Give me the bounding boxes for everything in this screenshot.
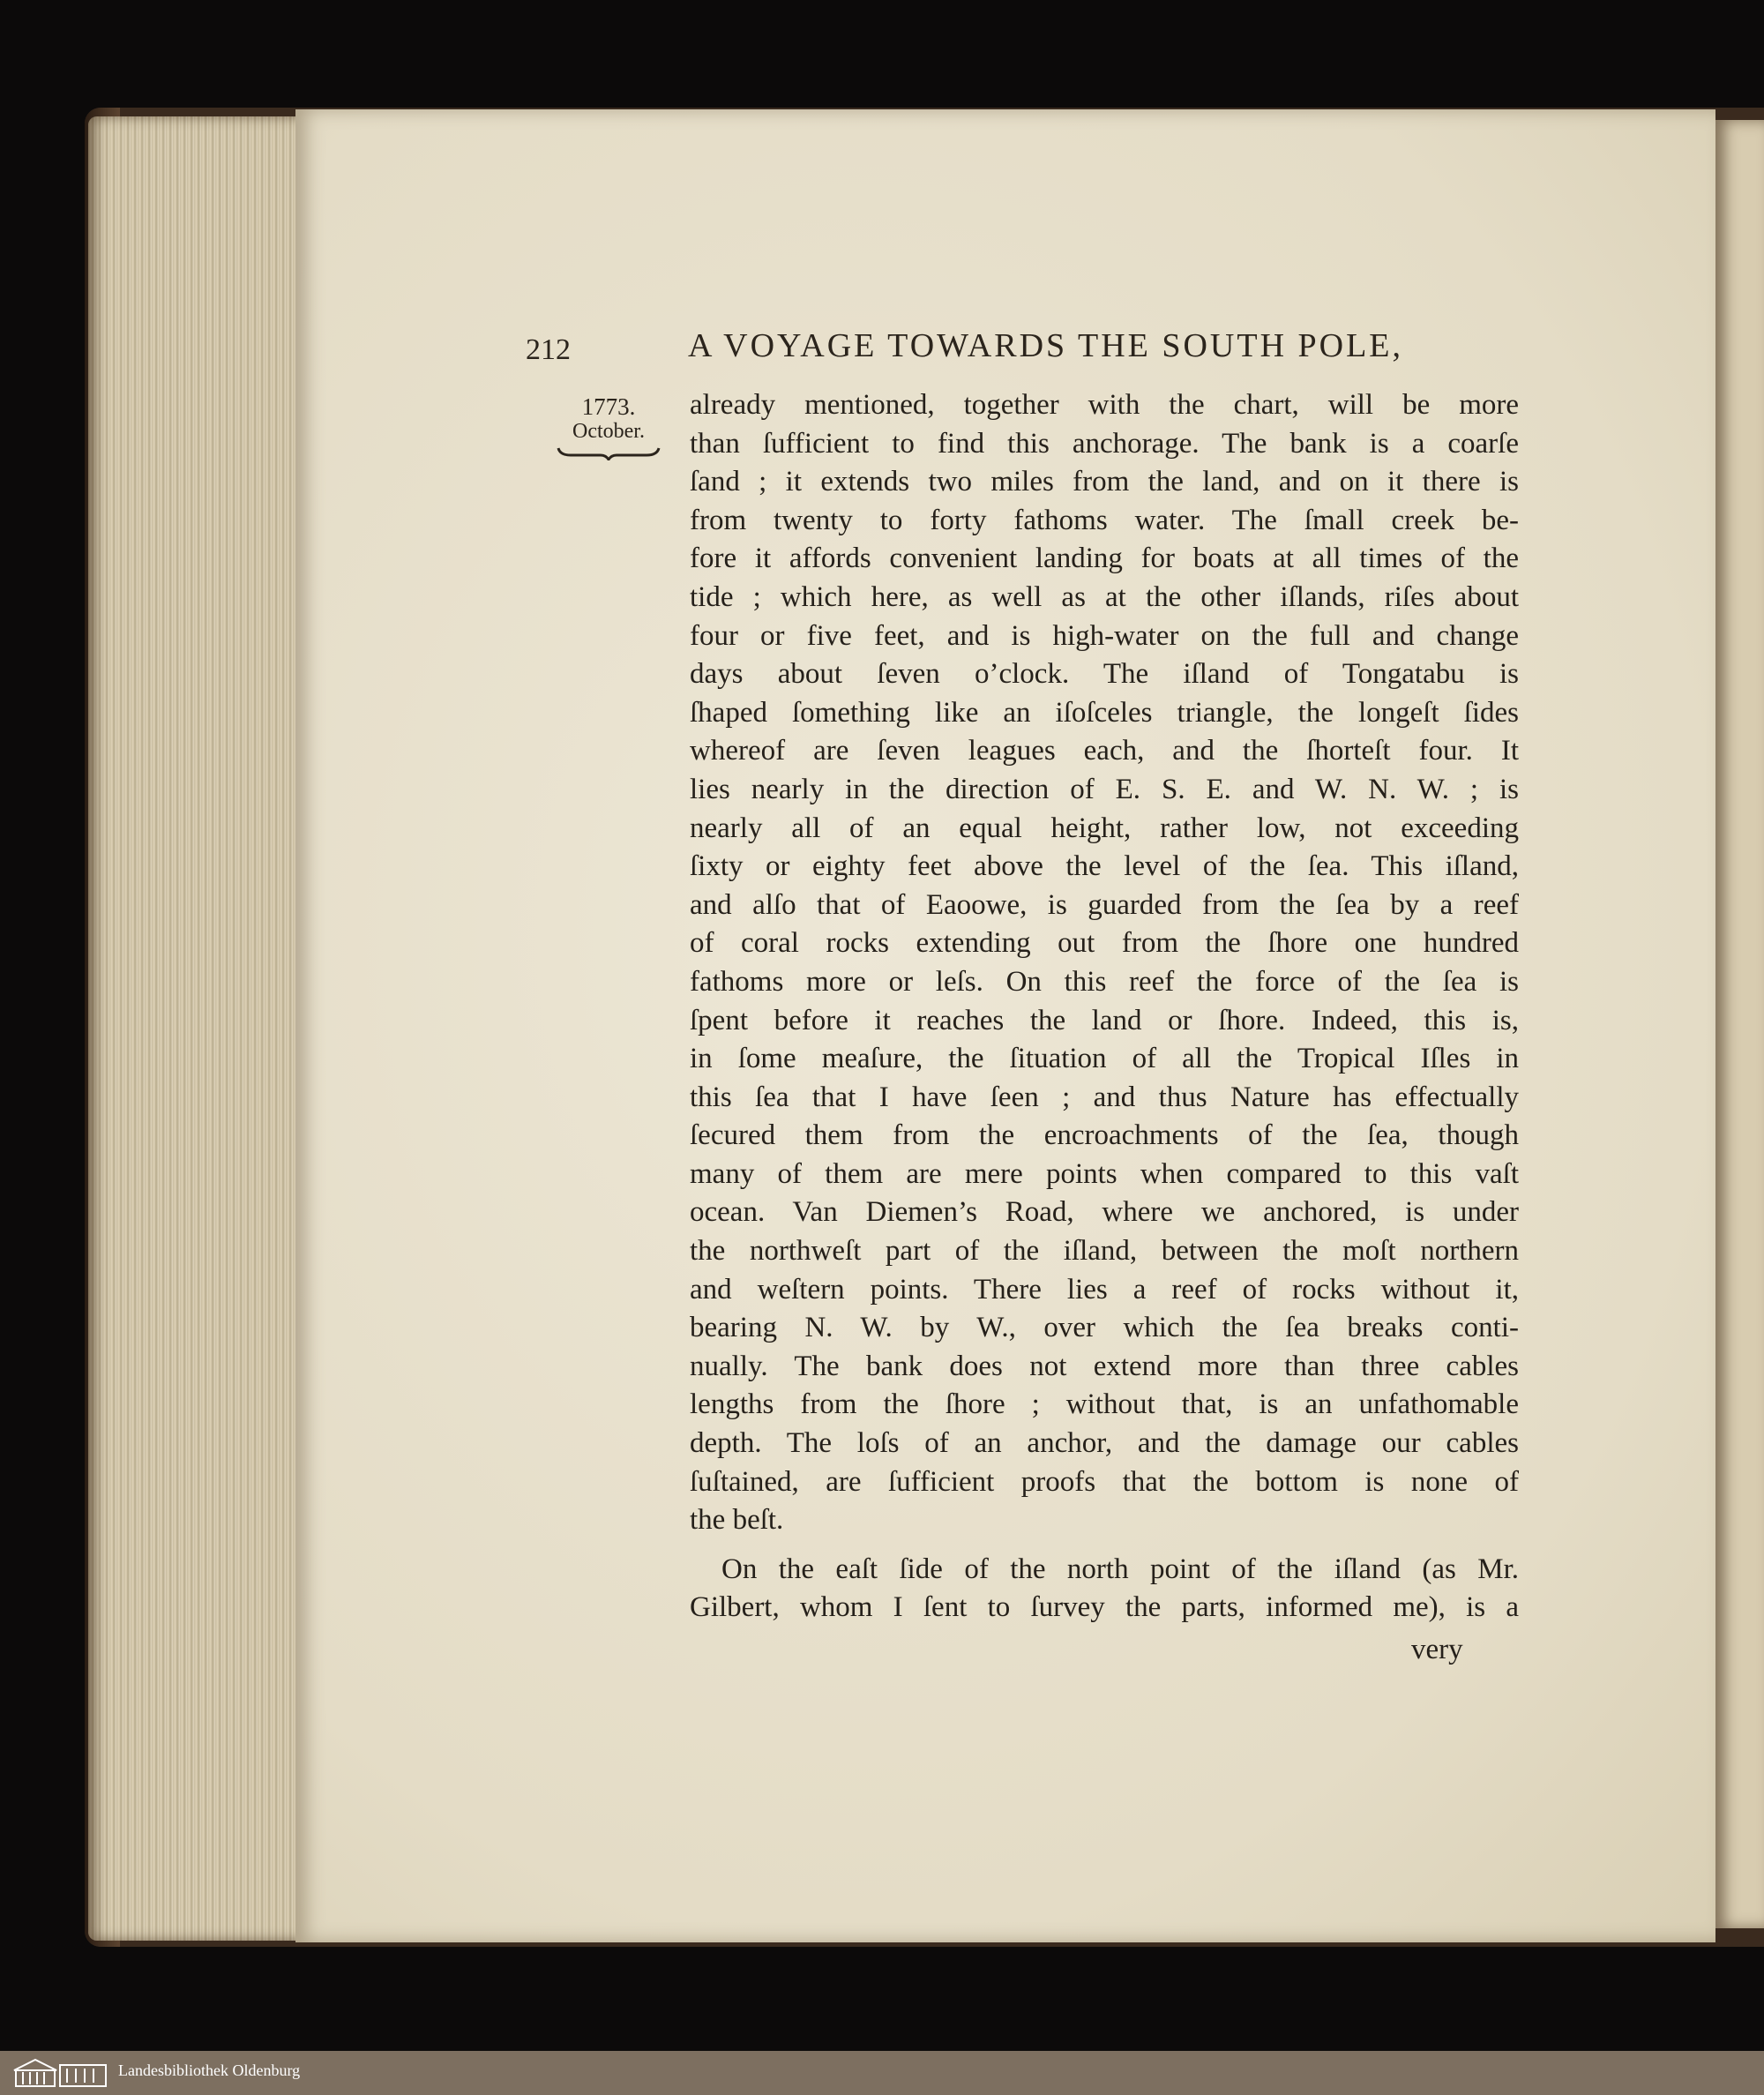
text-line: and alſo that of Eaoowe, is guarded from the ſea by a reef: [690, 888, 1519, 921]
text-line: from twenty to forty fathoms water. The ſmall creek be-: [690, 504, 1519, 536]
margin-note: [551, 393, 666, 460]
text-line: this ſea that I have ſeen ; and thus Nature has effectually: [690, 1081, 1519, 1113]
margin-year: 1773.: [581, 393, 636, 420]
text-line: ſand ; it extends two miles from the land, and on it there is: [690, 466, 1519, 498]
text-line: lengths from the ſhore ; without that, is an unfathomable: [690, 1388, 1519, 1421]
text-line: ocean. Van Diemen’s Road, where we anchored, is under: [690, 1196, 1519, 1229]
text-line: lies nearly in the direction of E. S. E. and W. N. W. ; is: [690, 773, 1519, 805]
text-line: Gilbert, whom I ſent to ſurvey the parts, informed me), is a: [690, 1591, 1519, 1624]
text-line: four or five feet, and is high-water on the full and change: [690, 619, 1519, 652]
page-number: 212: [526, 333, 571, 366]
text-line: nearly all of an equal height, rather low, not exceeding: [690, 812, 1519, 844]
text-line: the beſt.: [690, 1504, 784, 1537]
library-footer: [0, 2051, 1764, 2095]
text-line: days about ſeven o’clock. The iſland of Tongatabu is: [690, 658, 1519, 691]
text-line: tide ; which here, as well as at the other iſlands, riſes about: [690, 580, 1519, 613]
page-edges: [88, 116, 300, 1941]
text-line: and weſtern points. There lies a reef of rocks without it,: [690, 1273, 1519, 1306]
text-line: of coral rocks extending out from the ſhore one hundred: [690, 927, 1519, 960]
text-line: fathoms more or leſs. On this reef the force of the ſea is: [690, 965, 1519, 998]
text-line: On the eaſt ſide of the north point of the iſland (as Mr.: [721, 1553, 1519, 1585]
text-line: whereof are ſeven leagues each, and the ſhorteſt four. It: [690, 735, 1519, 767]
text-line: ſuſtained, are ſufficient proofs that the bottom is none of: [690, 1465, 1519, 1498]
text-line: fore it affords convenient landing for boats at all times of the: [690, 542, 1519, 575]
brace-icon: [557, 445, 661, 460]
text-line: many of them are mere points when compared to this vaſt: [690, 1157, 1519, 1190]
text-line: bearing N. W. by W., over which the ſea breaks conti-: [690, 1312, 1519, 1344]
text-line: ſecured them from the encroachments of the ſea, though: [690, 1119, 1519, 1152]
text-line: the northweſt part of the iſland, between the moſt northern: [690, 1235, 1519, 1268]
text-line: depth. The loſs of an anchor, and the damage our cables: [690, 1427, 1519, 1460]
facing-page-edge: [1715, 120, 1764, 1928]
text-line: ſpent before it reaches the land or ſhore. Indeed, this is,: [690, 1004, 1519, 1036]
text-line: than ſufficient to find this anchorage. The bank is a coarſe: [690, 427, 1519, 460]
text-line: nually. The bank does not extend more than three cables: [690, 1350, 1519, 1382]
running-head: A VOYAGE TOWARDS THE SOUTH POLE,: [688, 327, 1404, 364]
library-name: Landesbibliothek Oldenburg: [118, 2061, 301, 2079]
text-line: already mentioned, together with the chart, will be more: [690, 389, 1519, 421]
text-line: in ſome meaſure, the ſituation of all the Tropical Iſles in: [690, 1043, 1519, 1075]
text-line: ſixty or eighty feet above the level of the ſea. This iſland,: [690, 850, 1519, 883]
body-text: [690, 386, 1519, 1627]
text-line: ſhaped ſomething like an iſoſceles triangle, the longeſt ſides: [690, 696, 1519, 729]
catchword: very: [1411, 1634, 1463, 1665]
library-building-icon: [9, 2056, 109, 2090]
margin-month: October.: [572, 420, 645, 443]
